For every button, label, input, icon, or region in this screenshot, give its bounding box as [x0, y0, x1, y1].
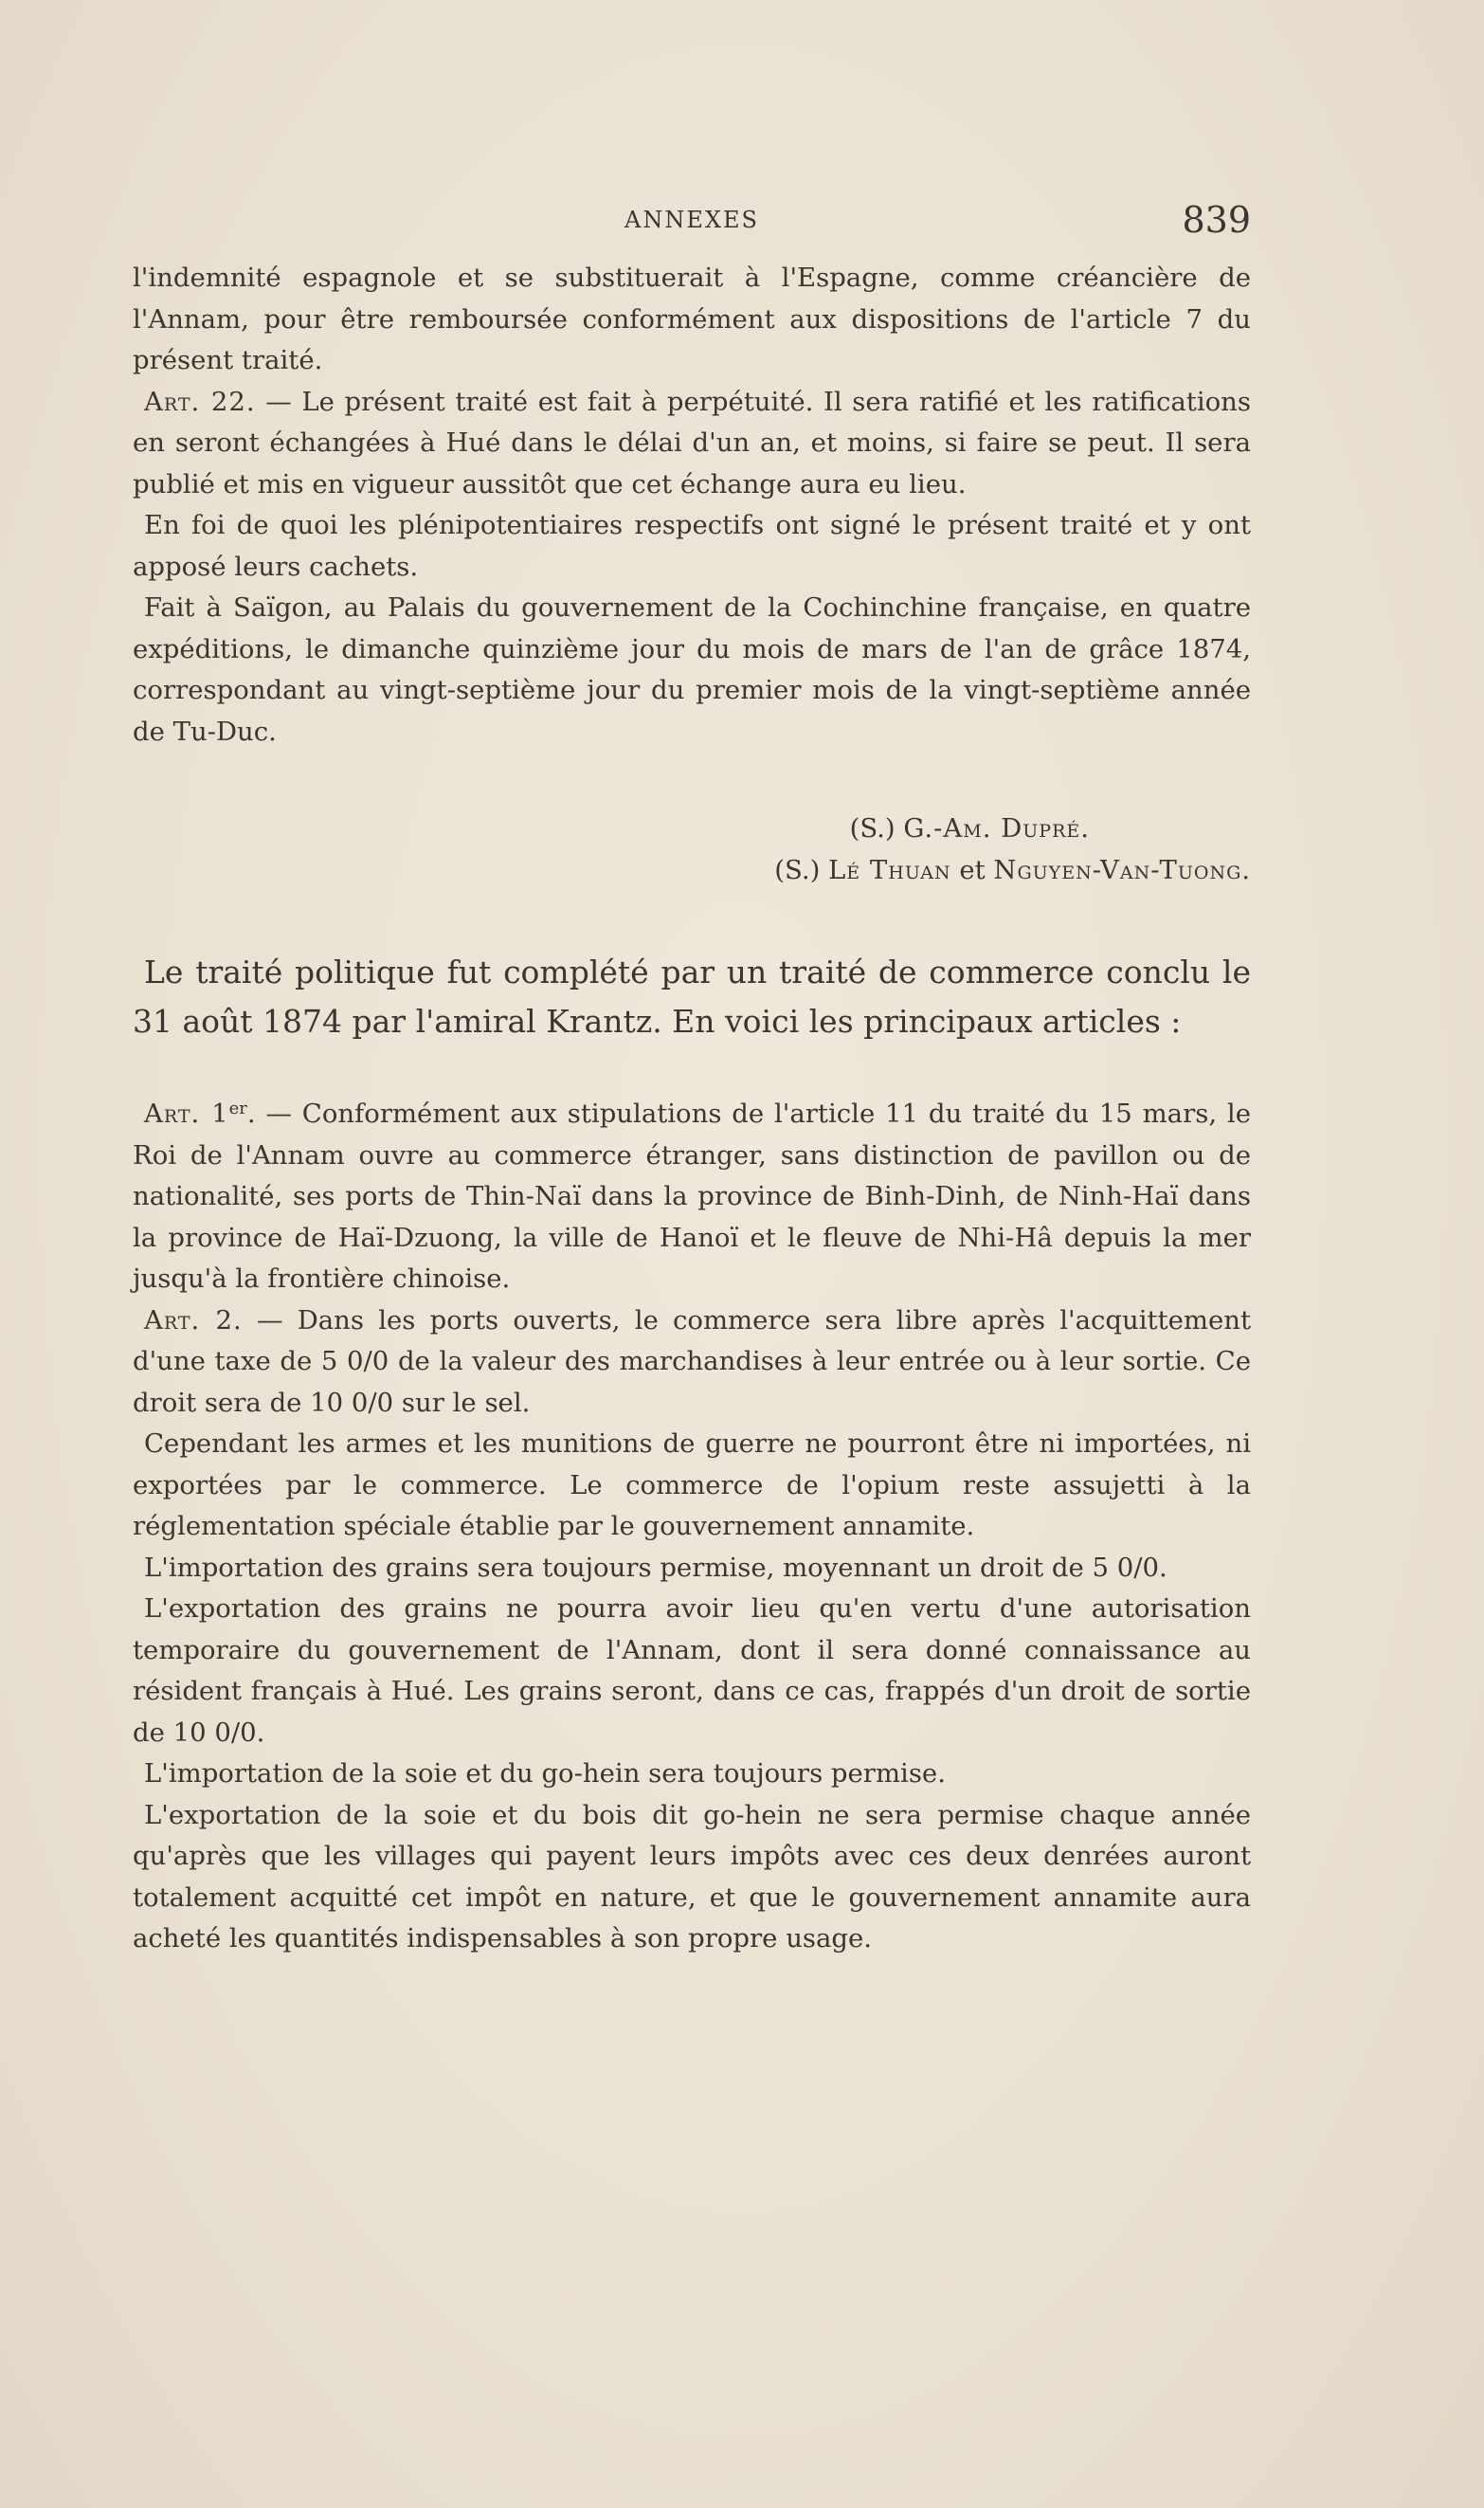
signature-dupre [133, 808, 1251, 849]
paragraph-article-1 [133, 1094, 1251, 1300]
signature-2-et: et [950, 855, 994, 885]
paragraph-armes: Cependant les armes et les munitions de guerre ne pourront être ni importées, ni exportées par le commerce. Le commerce de l'opium reste assujetti à la réglementation spéciale établie par le gouvernement annamite. [133, 1428, 1251, 1541]
paragraph-article-2 [133, 1300, 1251, 1425]
paragraph-fait-a-saigon: Fait à Saïgon, au Palais du gouvernement de la Cochinchine française, en quatre expéditions, le dimanche quinzième jour du mois de mars de l'an de grâce 1874, correspondant au vingt-septième jour du premier mois de la vingt-septième année de Tu-Duc. [133, 592, 1251, 747]
paragraph-article-22 [133, 382, 1251, 506]
signature-annam [133, 849, 1251, 891]
signature-1-name: G.-Am. Dupré. [903, 813, 1090, 844]
article-2-label: Art. 2. [144, 1304, 243, 1336]
article-1-label: Art. 1 [144, 1099, 229, 1129]
paragraph-export-grains: L'exportation des grains ne pourra avoir lieu qu'en vertu d'une autorisation temporaire du gouvernement de l'Annam, dont il sera donné connaissance au résident français à Hué. Les grains seront, dans ce cas, frappés d'un droit de sortie de 10 0/0. [133, 1593, 1251, 1748]
article-22-label: Art. 22. [144, 386, 256, 417]
paragraph-import-soie: L'importation de la soie et du go-hein sera toujours permise. [144, 1758, 946, 1789]
running-header [133, 199, 1251, 246]
intro-paragraph-wrap [133, 948, 1251, 1046]
signature-2-name-2: Nguyen-Van-Tuong. [993, 855, 1251, 885]
article-1-sup: er [228, 1099, 247, 1118]
paragraph-import-grains: L'importation des grains sera toujours permise, moyennant un droit de 5 0/0. [144, 1552, 1167, 1583]
article-22-text: — Le présent traité est fait à perpétuité. Il sera ratifié et les ratifications en seront échangées à Hué dans le délai d'un an, et moins, si faire se peut. Il sera publié et mis en vigueur aussitôt que cet échange aura eu lieu. [133, 386, 1251, 500]
paragraph-en-foi: En foi de quoi les plénipotentiaires respectifs ont signé le présent traité et y ont apposé leurs cachets. [133, 510, 1251, 582]
article-2-text: — Dans les ports ouverts, le commerce sera libre après l'acquittement d'une taxe de 5 0/0 de la valeur des marchandises à leur entrée ou à leur sortie. Ce droit sera de 10 0/0 sur le sel. [133, 1304, 1251, 1418]
signature-block [133, 808, 1251, 891]
commerce-treaty-articles [133, 1094, 1251, 1960]
signature-2-prefix: (S.) [774, 855, 829, 885]
treaty-closing-text [133, 258, 1251, 753]
page-number: 839 [1182, 199, 1251, 241]
paragraph-export-soie: L'exportation de la soie et du bois dit go-hein ne sera permise chaque année qu'après que les villages qui payent leurs impôts avec ces deux denrées auront totalement acquitté cet impôt en nature, et que le gouvernement annamite aura acheté les quantités indispensables à son propre usage. [133, 1799, 1251, 1954]
paragraph-indemnity: l'indemnité espagnole et se substituerait à l'Espagne, comme créancière de l'Annam, pour être remboursée conformément aux dispositions de l'article 7 du présent traité. [133, 263, 1251, 375]
signature-1-prefix: (S.) [849, 813, 904, 844]
header-title: ANNEXES [624, 207, 759, 233]
signature-2-name-1: Lé Thuan [828, 855, 951, 885]
article-1-text: . — Conformément aux stipulations de l'article 11 du traité du 15 mars, le Roi de l'Annam ouvre au commerce étranger, sans distinction de pavillon ou de nationalité, ses ports de Thin-Naï dans la province de Binh-Dinh, de Ninh-Haï dans la province de Haï-Dzuong, la ville de Hanoï et le fleuve de Nhi-Hâ depuis la mer jusqu'à la frontière chinoise. [133, 1099, 1251, 1294]
intro-paragraph: Le traité politique fut complété par un traité de commerce conclu le 31 août 1874 par l'amiral Krantz. En voici les principaux articles : [133, 954, 1251, 1040]
